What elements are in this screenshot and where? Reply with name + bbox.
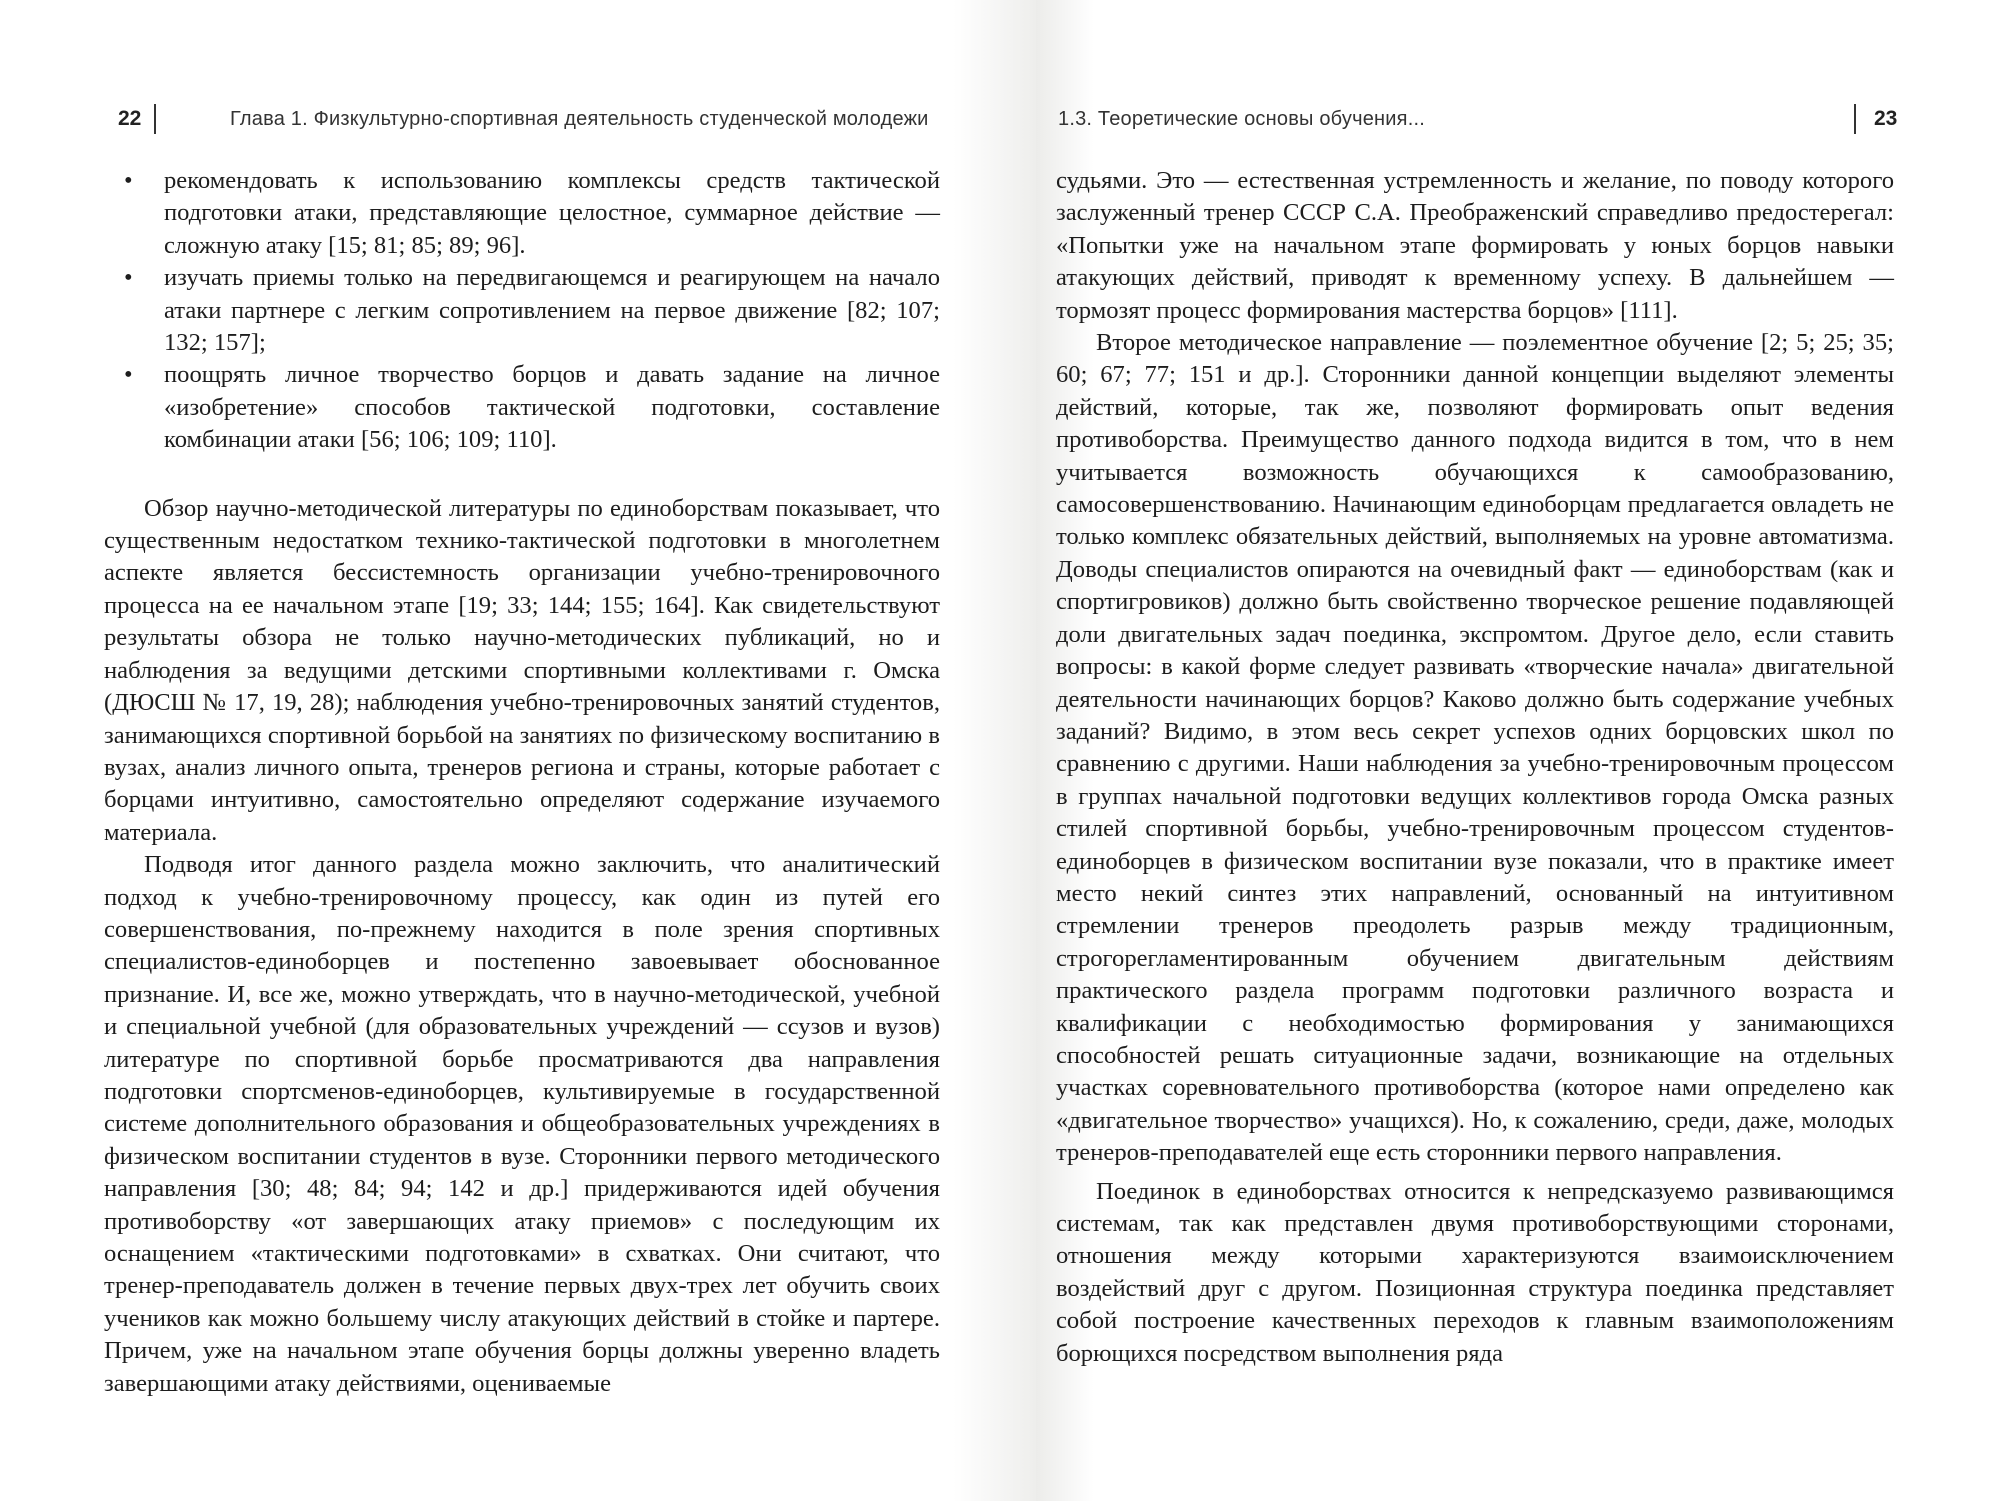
paragraph: Подводя итог данного раздела можно заключить, что аналитический подход к учебно-тренировочному процессу, как один из путей его совершенствования, по-прежнему находится в поле зрения спортивных специалистов-единоборцев и постепенно завоевывает обоснованное признание. И, все же, можно утверждать, что в научно-методической, учебной и специальной учебной (для образовательных учреждений — ссузов и вузов) литературе по спортивной борьбе просматриваются два направления подготовки спортсменов-единоборцев, культивируемые в государственной системе дополнительного образования и общеобразовательных учреждениях в физическом воспитании студентов в вузе. Сторонники первого методического направления [30; 48; 84; 94; 142 и др.] придерживаются идей обучения противоборству «от завершающих атаку приемов» с последующим их оснащением «тактическими подготовками» в схватках. Они считают, что тренер-преподаватель должен в течение первых двух-трех лет обучить своих учеников как можно большему числу атакующих действий в стойке и партере. Причем, уже на начальном этапе обучения борцы должны уверенно владеть завершающими атаку действиями, оцениваемые xyxy=(104,851,940,1397)
left-page-header xyxy=(104,102,940,136)
right-page-header xyxy=(1056,102,1898,136)
bullet-item: • рекомендовать к использованию комплексы средств тактической подготовки атаки, представляющие целостное, суммарное действие — сложную атаку [15; 81; 85; 89; 96]. xyxy=(164,165,940,262)
right-page-number: 23 xyxy=(1874,107,1898,130)
header-divider xyxy=(154,104,156,134)
left-running-title: Глава 1. Физкультурно-спортивная деятельность студенческой молодежи xyxy=(230,108,929,130)
bullet-item: • изучать приемы только на передвигающемся и реагирующем на начало атаки партнере с легким сопротивлением на первое движение [82; 107; 132; 157]; xyxy=(164,262,940,359)
right-page-text xyxy=(1056,165,1894,1370)
right-running-title: 1.3. Теоретические основы обучения... xyxy=(1058,108,1425,130)
paragraph: Обзор научно-методической литературы по единоборствам показывает, что существенным недостатком технико-тактической подготовки в многолетнем аспекте является бессистемность организации учебно-тренировочного процесса на ее начальном этапе [19; 33; 144; 155; 164]. Как свидетельствуют результаты обзора не только научно-методических публикаций, но и наблюдения за ведущими детскими спортивными коллективами г. Омска (ДЮСШ № 17, 19, 28); наблюдения учебно-тренировочных занятий студентов, занимающихся спортивной борьбой на занятиях по физическому воспитанию в вузах, анализ личного опыта, тренеров региона и страны, которые работает с борцами интуитивно, самостоятельно определяют содержание изучаемого материала. xyxy=(104,494,940,846)
right-page xyxy=(1036,0,2000,1501)
bullet-item: • поощрять личное творчество борцов и давать задание на личное «изобретение» способов тактической подготовки, составление комбинации атаки [56; 106; 109; 110]. xyxy=(164,359,940,456)
bullet-list xyxy=(104,165,940,457)
paragraph: Второе методическое направление — поэлементное обучение [2; 5; 25; 35; 60; 67; 77; 151 и др.]. Сторонники данной концепции выделяют элементы действий, которые, так же, позволяют формировать опыт ведения противоборства. Преимущество данного подхода видится в том, что в нем учитывается возможность обучающихся к самообразованию, самосовершенствованию. Начинающим единоборцам предлагается овладеть не только комплекс обязательных действий, выполняемых на уровне автоматизма. Доводы специалистов опираются на очевидный факт — единоборствам (как и спортигровиков) должно быть свойственно творческое решение подавляющей доли двигательных задач поединка, экспромтом. Другое дело, если ставить вопросы: в какой форме следует развивать «творческие начала» двигательной деятельности начинающих борцов? Каково должно быть содержание учебных заданий? Видимо, в этом весь секрет успехов одних борцовских школ по сравнению с другими. Наши наблюдения за учебно-тренировочным процессом в группах начальной подготовки ведущих коллективов города Омска разных стилей спортивной борьбы, учебно-тренировочным процессом студентов-единоборцев в физическом воспитании вузе показали, что в практике имеет место некий синтез этих направлений, основанный на интуитивном стремлении тренеров преодолеть разрыв между традиционным, строгорегламентированным обучением двигательным действиям практического раздела программ подготовки различного возраста и квалификации с необходимостью формирования у занимающихся способностей решать ситуационные задачи, возникающие на отдельных участках соревновательного противоборства (которое нами определено как «двигательное творчество» учащихся). Но, к сожалению, среди, даже, молодых тренеров-преподавателей еще есть сторонники первого направления. xyxy=(1056,329,1894,1167)
left-page-text xyxy=(104,165,940,1400)
paragraph-continuation: судьями. Это — естественная устремленность и желание, по поводу которого заслуженный тренер СССР С.А. Преображенский справедливо предостерегал: «Попытки уже на начальном этапе формировать у юных борцов навыки атакующих действий, приводят к временному успеху. В дальнейшем — тормозят процесс формирования мастерства борцов» [111]. xyxy=(1056,167,1894,324)
header-divider xyxy=(1854,104,1856,134)
paragraph: Поединок в единоборствах относится к непредсказуемо развивающимся системам, так как представлен двумя противоборствующими сторонами, отношения между которыми характеризуются взаимоисключением воздействий друг с другом. Позиционная структура поединка представляет собой построение качественных переходов к главным взаимоположениям борющихся посредством выполнения ряда xyxy=(1056,1177,1894,1367)
section-gap xyxy=(104,457,940,493)
left-page-number: 22 xyxy=(118,107,142,130)
